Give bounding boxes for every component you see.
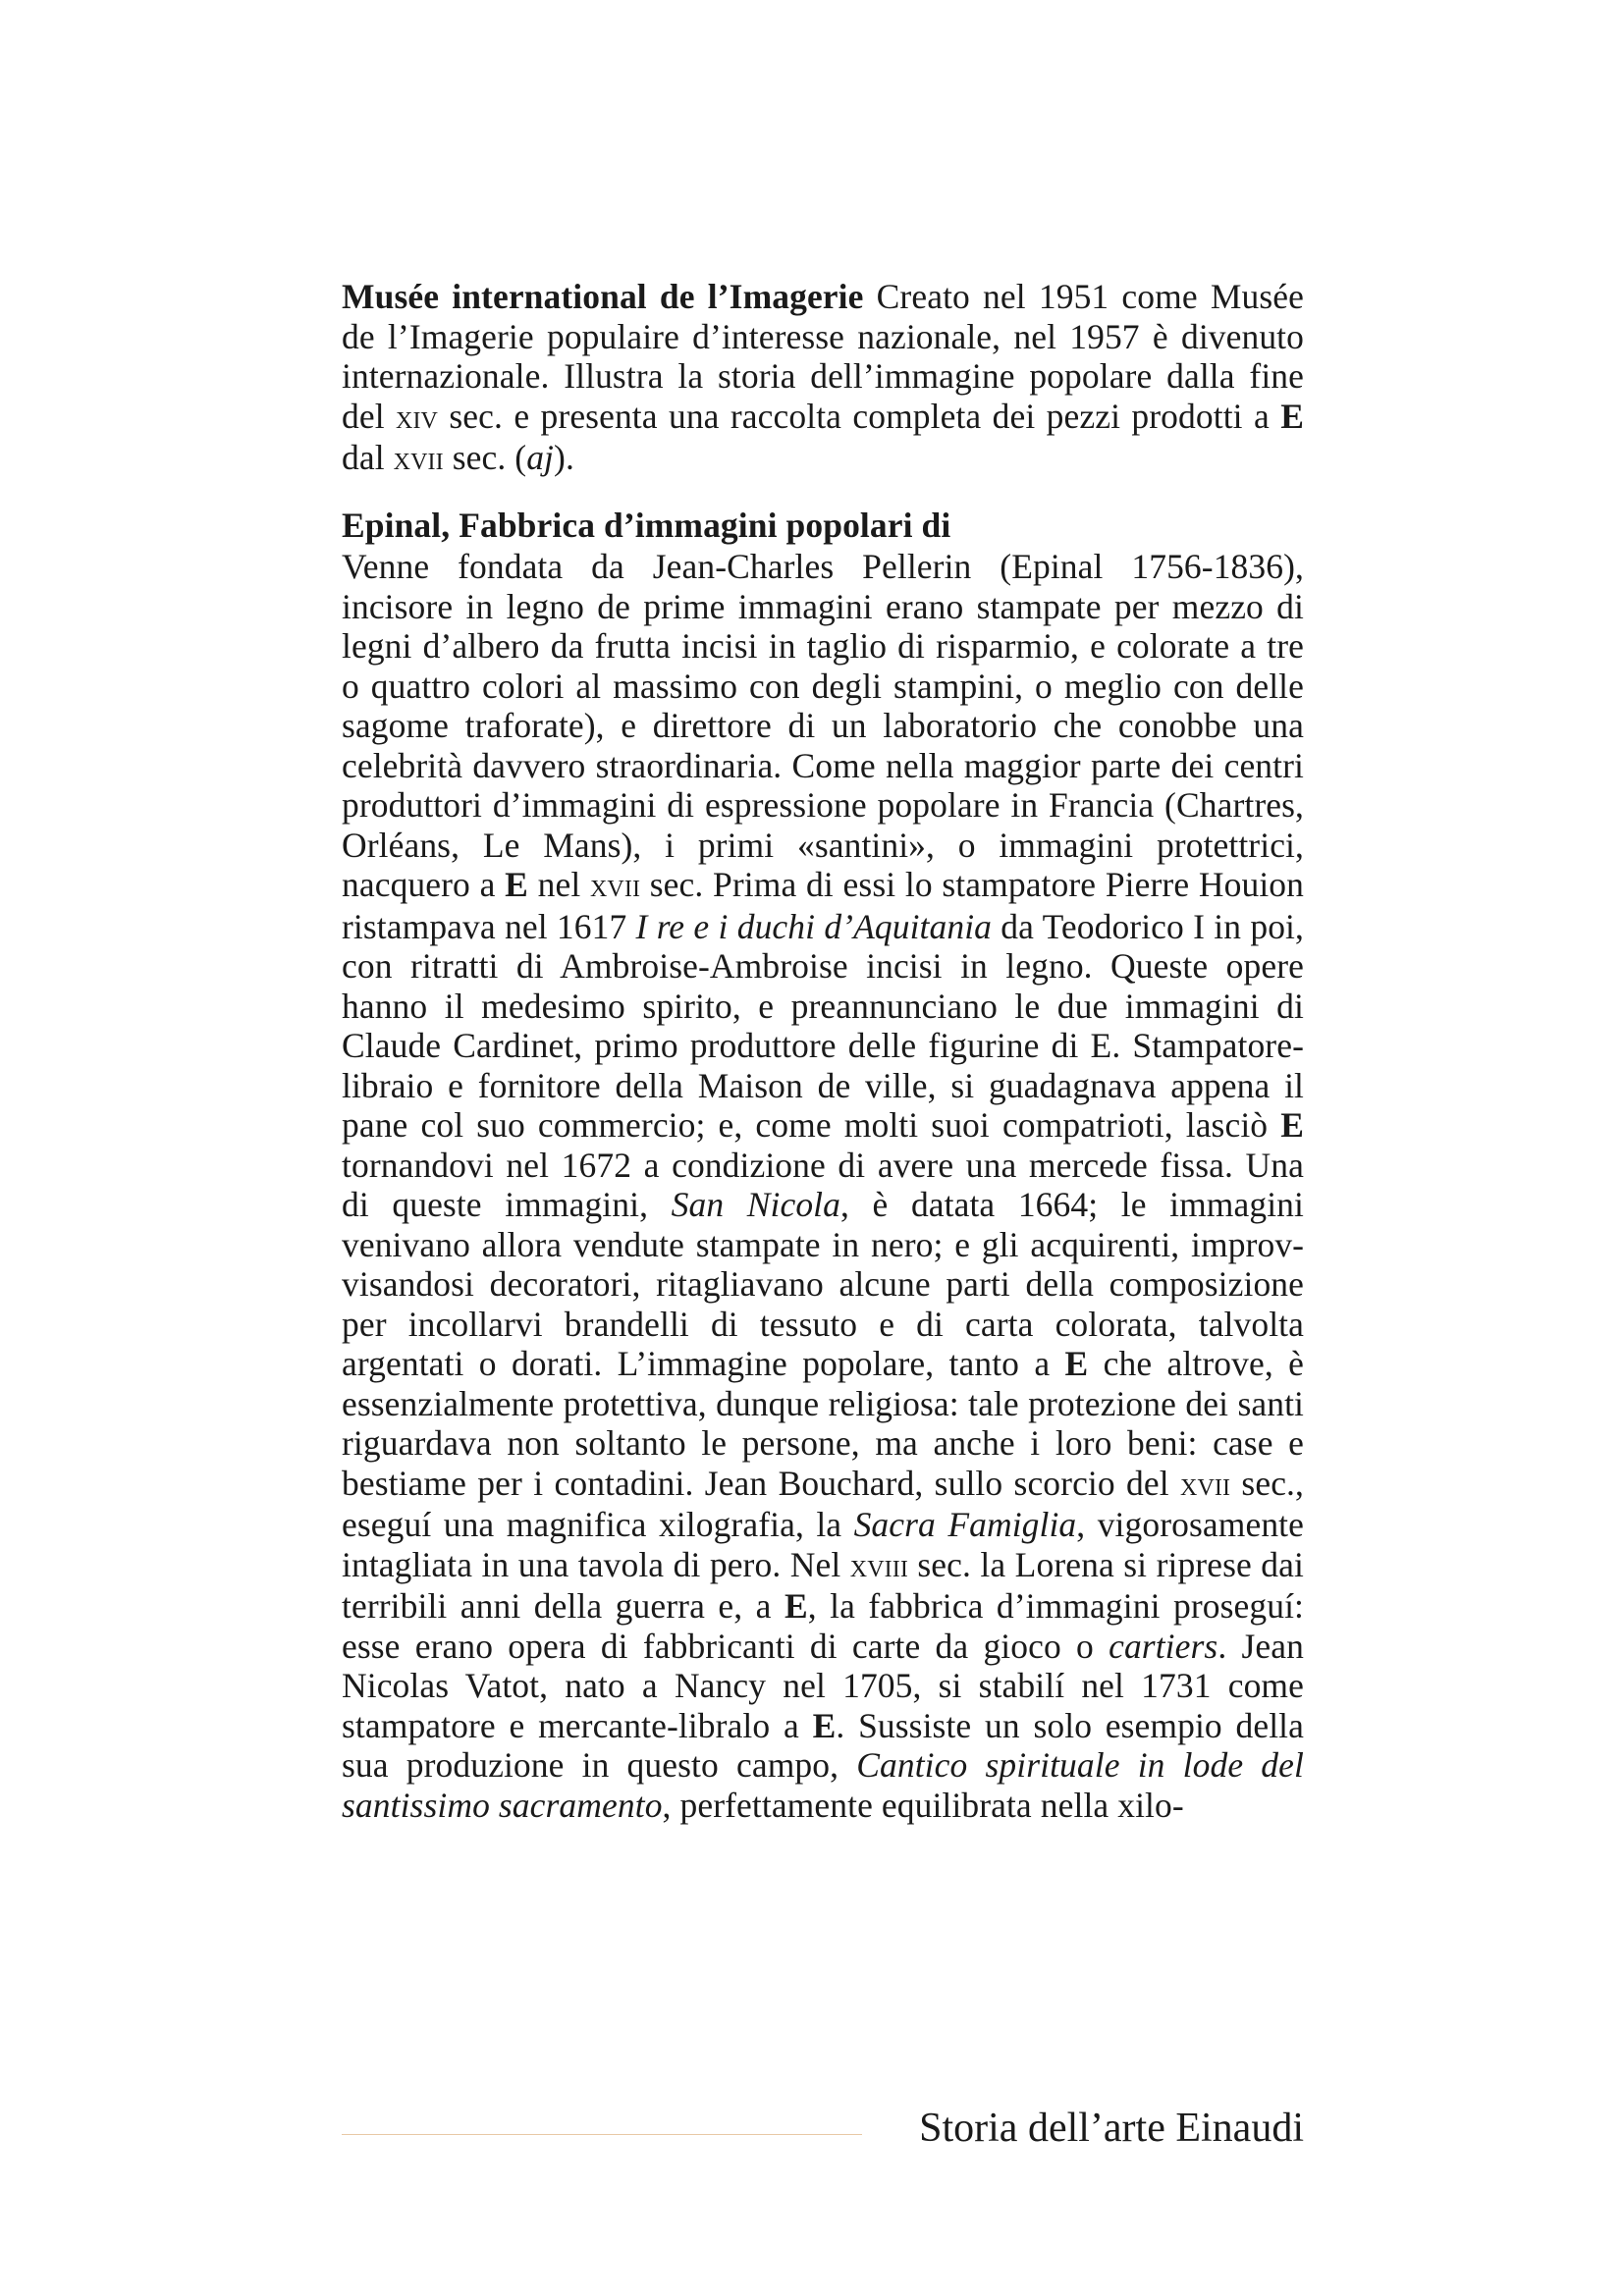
entry-epinal-fabbrica — [342, 506, 1304, 1826]
work-title: Sacra Famiglia — [853, 1505, 1077, 1544]
entry-headword: Musée international de l’Imagerie — [342, 277, 864, 316]
century-numeral: xvii — [1180, 1466, 1231, 1503]
entry-paragraph — [342, 547, 1304, 1825]
entry-abbrev: E — [1280, 1105, 1304, 1145]
main-text — [342, 277, 1304, 1825]
entry-musee-imagerie — [342, 277, 1304, 480]
entry-text: tornandovi nel 1672 a condizione di avere una mercede fissa. Una di queste immagini, — [342, 1145, 1304, 1224]
century-numeral: xviii — [849, 1547, 908, 1584]
century-numeral: xvii — [393, 441, 444, 477]
work-title: cartiers — [1109, 1626, 1218, 1666]
page-footer — [342, 2099, 1304, 2158]
entry-text: nel — [527, 865, 590, 904]
entry-abbrev: E — [812, 1705, 837, 1745]
entry-text: , la fabbrica d’immagini proseguí: esse erano opera di fabbricanti di carte da gioco o — [342, 1586, 1304, 1666]
entry-abbrev: E — [784, 1586, 808, 1626]
entry-text: sec., eseguí una magnifica xilografia, la — [342, 1463, 1304, 1544]
entry-text: . Sussiste un solo esempio della sua produzione in questo campo, — [342, 1705, 1305, 1785]
entry-text: sec. e presenta una raccolta completa dei pezzi prodotti a — [438, 396, 1281, 436]
author-initials: aj — [526, 438, 555, 477]
entry-text: Venne fondata da Jean-Charles Pellerin (Epinal 1756-1836), incisore in legno de prime immagini erano stampate per mezzo di legni d’albero da frutta incisi in taglio di risparmio, e colorate a tre o quattro colori al massimo con degli stampini, o meglio con delle sagome traforate), e direttore di un laboratorio che conobbe una celebrità davvero straordinaria. Come nella maggior parte dei centri produttori d’immagini di espressione popolare in Francia (Chartres, Orléans, Le Mans), i primi «santini», o immagini protettrici, nacquero a — [342, 547, 1304, 904]
entry-text: sec. ( — [443, 438, 527, 477]
entry-text: . Jean Nicolas Vatot, nato a Nancy nel 1705, si stabilí nel 1731 come stampatore e mercante-libralo a — [342, 1626, 1304, 1745]
work-title: Cantico spirituale in lode del santissimo sacramento — [342, 1745, 1304, 1825]
entry-text: dal — [342, 438, 394, 477]
footer-rule — [342, 2134, 862, 2135]
entry-text: sec. la Lorena si riprese dai terribili anni della guerra e, a — [342, 1544, 1304, 1626]
entry-text: , è datata 1664; le immagini venivano allora vendute stampate in nero; e gli acquirenti, improvvisandosi decoratori, ritagliavano alcune parti della composizione per incollarvi brandelli di tessuto e di carta colorata, talvolta argentati o dorati. L’immagine popolare, tanto a — [342, 1185, 1304, 1383]
entry-headword: Epinal, Fabbrica d’immagini popolari di — [342, 505, 951, 545]
entry-text: che altrove, è essenzialmente protettiva, dunque religiosa: tale protezione dei santi riguardava non soltanto le persone, ma anche i loro beni: case e bestiame per i contadini. Jean Bouchard, sullo scorcio del — [342, 1344, 1304, 1503]
entry-text: Creato nel 1951 come Musée de l’Imagerie populaire d’interesse nazionale, nel 1957 è divenuto internazionale. Illustra la storia dell’immagine popolare dalla fine del — [342, 277, 1305, 436]
work-title: San Nicola — [671, 1185, 840, 1224]
work-title: I re e i duchi d’Aquitania — [635, 906, 993, 946]
entry-abbrev: E — [1280, 396, 1304, 436]
entry-text: ). — [554, 438, 574, 477]
entry-text: sec. Prima di essi lo stampatore Pierre Houion ristampava nel 1617 — [342, 865, 1304, 946]
entry-text: da Teodorico I in poi, con ritratti di Ambroise-Ambroise incisi in legno. Queste opere hanno il medesimo spirito, e preannunciano le due immagini di Claude Cardinet, primo produttore delle figurine di E. Stampatore-libraio e fornitore della Maison de ville, si guadagnava appena il pane col suo commercio; e, come molti suoi compatrioti, lasciò — [342, 906, 1304, 1145]
entry-text: , vigorosamente intagliata in una tavola di pero. Nel — [342, 1505, 1304, 1584]
entry-paragraph — [342, 277, 1304, 480]
entry-abbrev: E — [1064, 1344, 1089, 1383]
century-numeral: xvii — [589, 868, 641, 904]
entry-abbrev: E — [505, 865, 528, 904]
entry-text: , perfettamente equilibrata nella xilo- — [662, 1785, 1184, 1825]
footer-publication-title: Storia dell’arte Einaudi — [919, 2106, 1304, 2151]
century-numeral: xiv — [396, 399, 438, 436]
